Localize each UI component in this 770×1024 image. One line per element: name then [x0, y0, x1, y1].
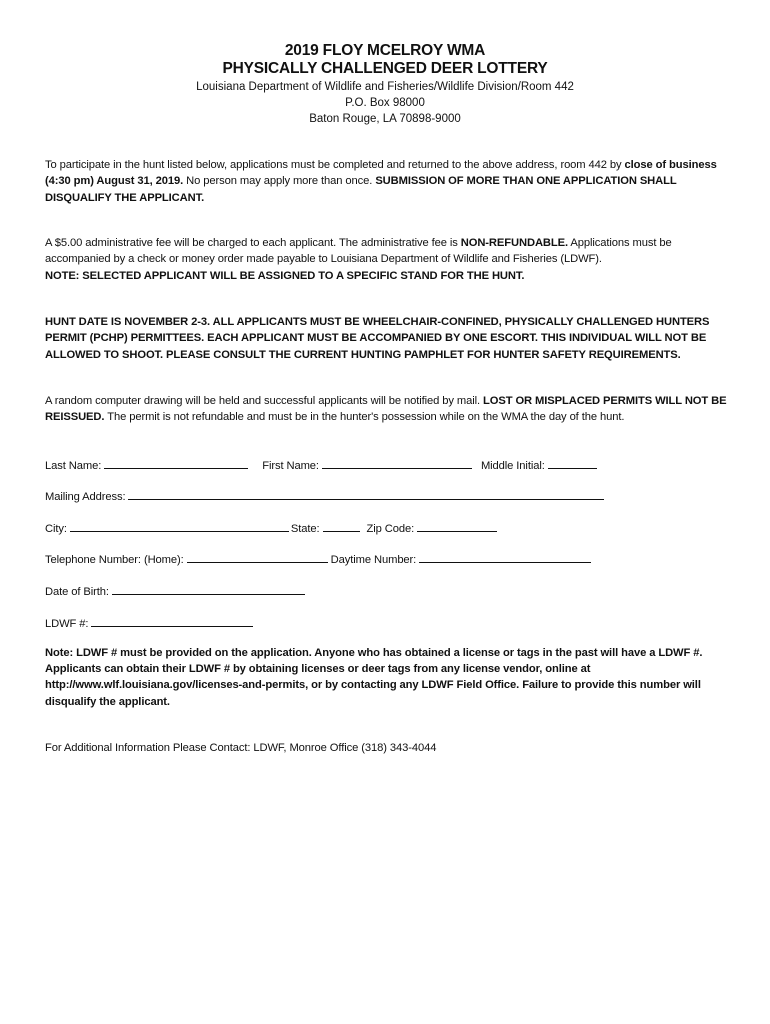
daytime-number-field[interactable] — [419, 550, 591, 563]
payment-text: Applications must be accompanied by a check or money order made payable to Louisiana Department of Wildlife and Fisheries (LDWF). — [45, 237, 672, 266]
mailing-address-label: Mailing Address: — [45, 491, 126, 503]
address-line-city: Baton Rouge, LA 70898-9000 — [309, 113, 461, 125]
one-application-text: No person may apply more than once. — [183, 175, 376, 188]
fee-text: A $5.00 administrative fee will be charged to each applicant. The administrative fee is — [45, 237, 461, 249]
disqualify-warning: SUBMISSION OF MORE THAN ONE APPLICATION SHALL DISQUALIFY THE APPLICANT. — [45, 175, 677, 204]
ldwf-number-label: LDWF #: — [45, 618, 89, 630]
ldwf-number-row — [45, 614, 253, 632]
deadline-text: close of business (4:30 pm) August 31, 2019. — [45, 159, 717, 188]
ldwf-note: Note: LDWF # must be provided on the application. Anyone who has obtained a license or tags in the past will have a LDWF #. Applicants can obtain their LDWF # by obtaining licenses or deer tags from any license vendor, online at http://www.wlf.louisiana.gov/licenses-and-permits, or by contacting any LDWF Field Office. Failure to provide this number will disqualify the applicant. — [45, 647, 703, 708]
hunt-requirements-paragraph — [45, 314, 735, 363]
first-name-label: First Name: — [262, 460, 319, 472]
city-state-zip-row — [45, 519, 497, 537]
fee-paragraph — [45, 235, 735, 284]
drawing-paragraph — [45, 393, 735, 426]
permit-warning: LOST OR MISPLACED PERMITS WILL NOT BE REISSUED. — [45, 395, 727, 424]
date-of-birth-label: Date of Birth: — [45, 586, 109, 598]
address-line-department: Louisiana Department of Wildlife and Fisheries/Wildlife Division/Room 442 — [196, 81, 574, 93]
middle-initial-field[interactable] — [548, 456, 597, 469]
hunt-requirements-text: HUNT DATE IS NOVEMBER 2-3. ALL APPLICANTS MUST BE WHEELCHAIR-CONFINED, PHYSICALLY CHALLENGED HUNTERS PERMIT (PCHP) PERMITTEES. EACH APPLICANT MUST BE ACCOMPANIED BY ONE ESCORT. THIS INDIVIDUAL WILL NOT BE ALLOWED TO SHOOT. PLEASE CONSULT THE CURRENT HUNTING PAMPHLET FOR HUNTER SAFETY REQUIREMENTS. — [45, 316, 710, 361]
address-line-pobox: P.O. Box 98000 — [345, 97, 425, 109]
state-field[interactable] — [323, 519, 360, 532]
drawing-text: A random computer drawing will be held and successful applicants will be notified by mail. — [45, 395, 484, 407]
instructions-text: To participate in the hunt listed below, applications must be completed and returned to the above address, room 442 by — [45, 159, 625, 171]
permit-text: The permit is not refundable and must be in the hunter's possession while on the WMA the day of the hunt. — [104, 411, 625, 424]
date-of-birth-field[interactable] — [112, 582, 305, 595]
middle-initial-label: Middle Initial: — [480, 460, 545, 472]
instructions-paragraph — [45, 157, 735, 206]
city-field[interactable] — [70, 519, 289, 532]
last-name-field[interactable] — [104, 456, 248, 469]
form-title: 2019 FLOY MCELROY WMA — [284, 42, 486, 59]
mailing-address-row — [45, 487, 604, 505]
name-row — [45, 456, 597, 474]
last-name-label: Last Name: — [45, 460, 102, 472]
first-name-field[interactable] — [322, 456, 472, 469]
telephone-home-field[interactable] — [187, 550, 328, 563]
state-label: State: — [290, 523, 320, 535]
daytime-number-label: Daytime Number: — [330, 554, 417, 566]
form-subtitle: PHYSICALLY CHALLENGED DEER LOTTERY — [222, 60, 548, 77]
date-of-birth-row — [45, 582, 305, 600]
telephone-home-label: Telephone Number: (Home): — [45, 554, 184, 566]
ldwf-number-field[interactable] — [91, 614, 253, 627]
non-refundable-text: NON-REFUNDABLE. — [460, 237, 569, 249]
zip-code-field[interactable] — [417, 519, 497, 532]
mailing-address-field[interactable] — [128, 487, 604, 500]
telephone-row — [45, 550, 591, 568]
contact-info: For Additional Information Please Contact: LDWF, Monroe Office (318) 343-4044 — [45, 742, 437, 754]
city-label: City: — [45, 523, 67, 535]
zip-code-label: Zip Code: — [366, 523, 415, 535]
stand-assignment-note: NOTE: SELECTED APPLICANT WILL BE ASSIGNED TO A SPECIFIC STAND FOR THE HUNT. — [45, 269, 525, 282]
